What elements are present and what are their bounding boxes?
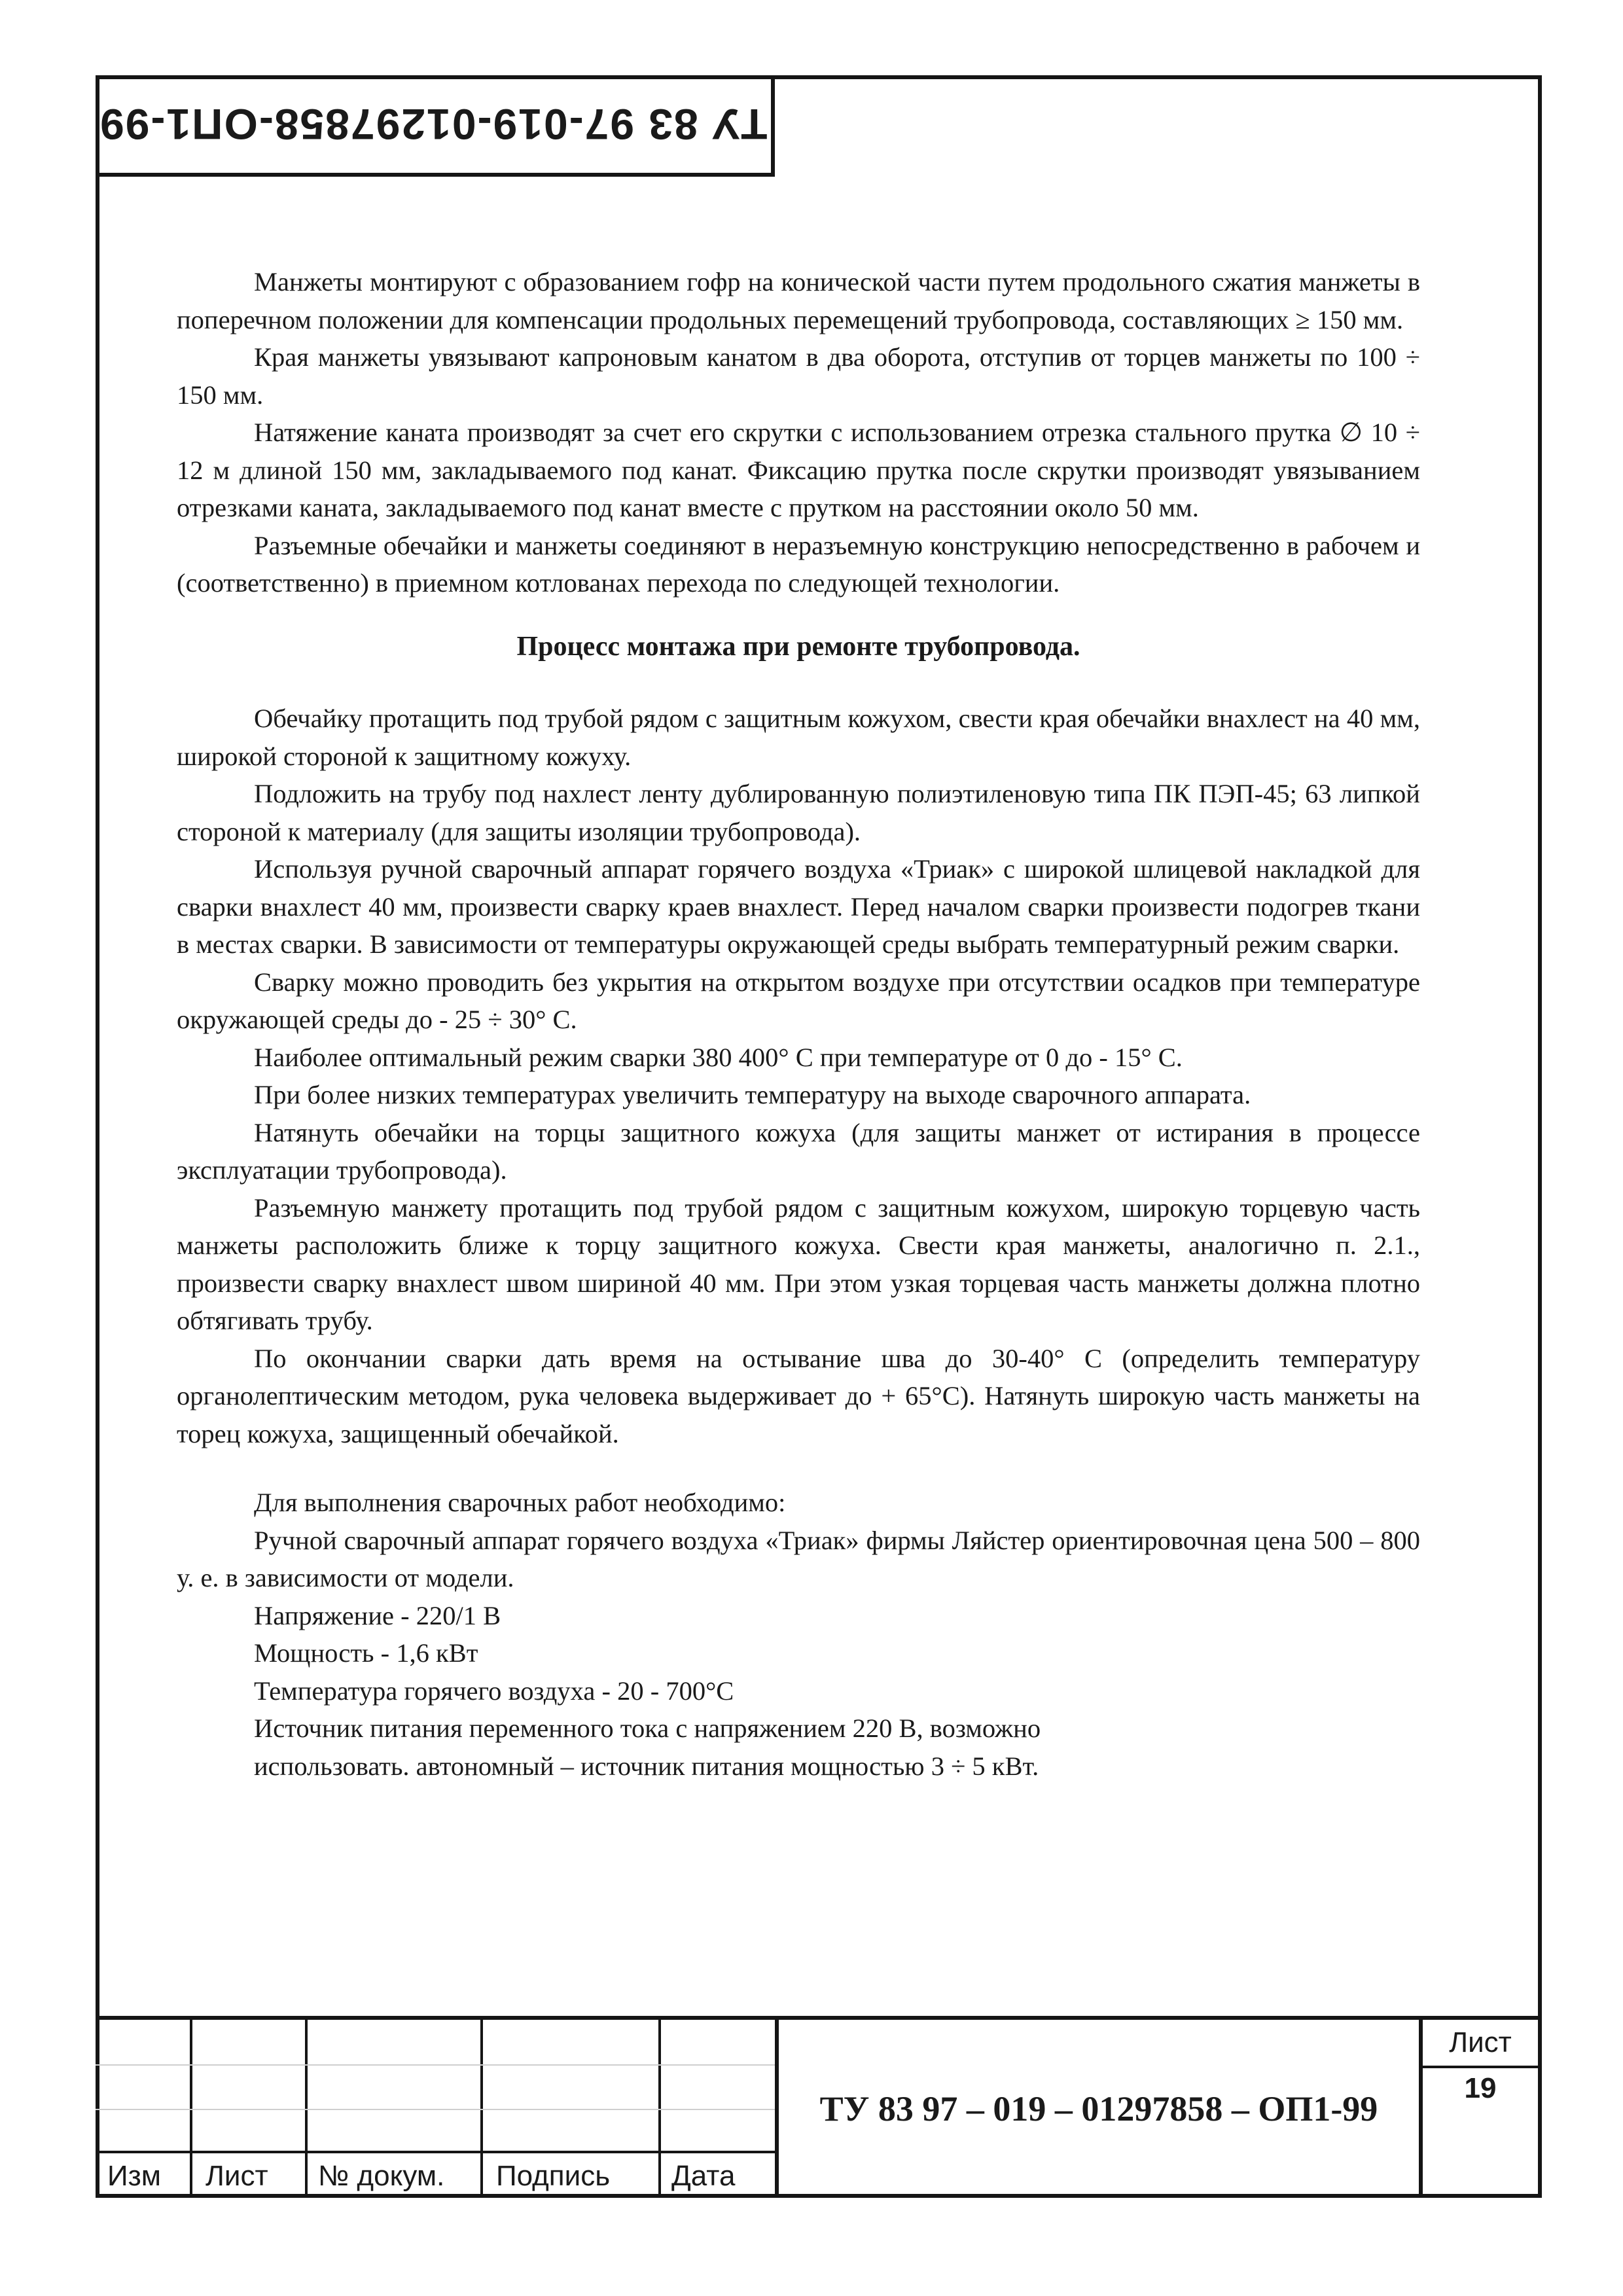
body-paragraph: Подложить на трубу под нахлест ленту дублированную полиэтиленовую типа ПК ПЭП-45; 63 липкой стороной к материалу (для защиты изоляции трубопровода). bbox=[177, 779, 1420, 846]
spec-air-temperature: Температура горячего воздуха - 20 - 700°С bbox=[254, 1676, 734, 1706]
requirements-intro: Для выполнения сварочных работ необходимо: bbox=[254, 1488, 786, 1517]
sheet-number: 19 bbox=[1464, 2072, 1497, 2104]
row-divider bbox=[96, 2064, 775, 2066]
title-block bbox=[96, 2016, 1542, 2198]
spec-power-source-alt: использовать. автономный – источник питания мощностью 3 ÷ 5 кВт. bbox=[254, 1751, 1039, 1781]
spec-power: Мощность - 1,6 кВт bbox=[254, 1638, 478, 1668]
body-paragraph: Натянуть обечайки на торцы защитного кожуха (для защиты манжет от истирания в процессе эксплуатации трубопровода). bbox=[177, 1117, 1420, 1185]
sheet-cell bbox=[1423, 2020, 1542, 2198]
title-block-code: ТУ 83 97 – 019 – 01297858 – ОП1-99 bbox=[775, 2020, 1423, 2198]
requirements-device: Ручной сварочный аппарат горячего воздуха «Триак» фирмы Ляйстер ориентировочная цена 500 – 800 у. е. в зависимости от модели. bbox=[177, 1525, 1420, 1592]
col-date-label: Дата bbox=[671, 2160, 736, 2192]
col-sign-label: Подпись bbox=[496, 2160, 611, 2192]
body-paragraph: Наиболее оптимальный режим сварки 380 400° С при температуре от 0 до - 15° С. bbox=[254, 1042, 1183, 1072]
body-paragraph: Натяжение каната производят за счет его скрутки с использованием отрезка стального прутка ∅ 10 ÷ 12 м длиной 150 мм, закладываемого под канат. Фиксацию прутка после скрутки производят увязыванием отрезками каната, закладываемого под канат вместе с прутком на расстоянии около 50 мм. bbox=[177, 418, 1420, 522]
col-izm-label: Изм bbox=[107, 2160, 162, 2192]
body-paragraph: Сварку можно проводить без укрытия на открытом воздухе при отсутствии осадков при температуре окружающей среды до - 25 ÷ 30° С. bbox=[177, 967, 1420, 1034]
body-paragraph: Манжеты монтируют с образованием гофр на конической части путем продольного сжатия манжеты в поперечном положении для компенсации продольных перемещений трубопровода, составляющих ≥ 150 мм. bbox=[177, 267, 1420, 334]
body-paragraph: Края манжеты увязывают капроновым канатом в два оборота, отступив от торцев манжеты по 100 ÷ 150 мм. bbox=[177, 342, 1420, 410]
sheet-label: Лист bbox=[1449, 2026, 1512, 2058]
col-list-label: Лист bbox=[205, 2160, 268, 2192]
spec-power-source: Источник питания переменного тока с напряжением 220 В, возможно bbox=[254, 1713, 1041, 1743]
body-paragraph: По окончании сварки дать время на остывание шва до 30-40° С (определить температуру органолептическим методом, рука человека выдерживает до + 65°С). Натянуть широкую часть манжеты на торец кожуха, защищенный обечайкой. bbox=[177, 1343, 1420, 1448]
section-heading: Процесс монтажа при ремонте трубопровода. bbox=[516, 631, 1080, 662]
row-divider bbox=[96, 2109, 775, 2110]
header-row-divider bbox=[96, 2151, 775, 2153]
body-paragraph: При более низких температурах увеличить температуру на выходе сварочного аппарата. bbox=[254, 1080, 1251, 1109]
sheet-divider bbox=[1423, 2066, 1538, 2068]
body-paragraph: Разъемные обечайки и манжеты соединяют в неразъемную конструкцию непосредственно в рабочем и (соответственно) в приемном котлованах перехода по следующей технологии. bbox=[177, 530, 1420, 598]
document-code-stamp bbox=[96, 75, 775, 177]
body-paragraph: Используя ручной сварочный аппарат горячего воздуха «Триак» с широкой шлицевой накладкой для сварки внахлест 40 мм, произвести сварку краев внахлест. Перед началом сварки произвести подогрев ткани в местах сварки. В зависимости от температуры окружающей среды выбрать температурный режим сварки. bbox=[177, 854, 1420, 959]
revision-table bbox=[96, 2020, 775, 2198]
stamp-code-text: ТУ 83 97-019-01297858-ОП1-99 bbox=[99, 99, 768, 149]
body-paragraph: Разъемную манжету протащить под трубой рядом с защитным кожухом, широкую торцевую часть манжеты расположить ближе к торцу защитного кожуха. Свести края манжеты, аналогично п. 2.1., произвести сварку внахлест швом шириной 40 мм. При этом узкая торцевая часть манжеты должна плотно обтягивать трубу. bbox=[177, 1193, 1420, 1335]
body-paragraph: Обечайку протащить под трубой рядом с защитным кожухом, свести края обечайки внахлест на 40 мм, широкой стороной к защитному кожуху. bbox=[177, 704, 1420, 771]
col-doc-label: № докум. bbox=[318, 2160, 445, 2192]
document-body bbox=[177, 263, 1420, 1785]
spec-voltage: Напряжение - 220/1 В bbox=[254, 1600, 501, 1630]
